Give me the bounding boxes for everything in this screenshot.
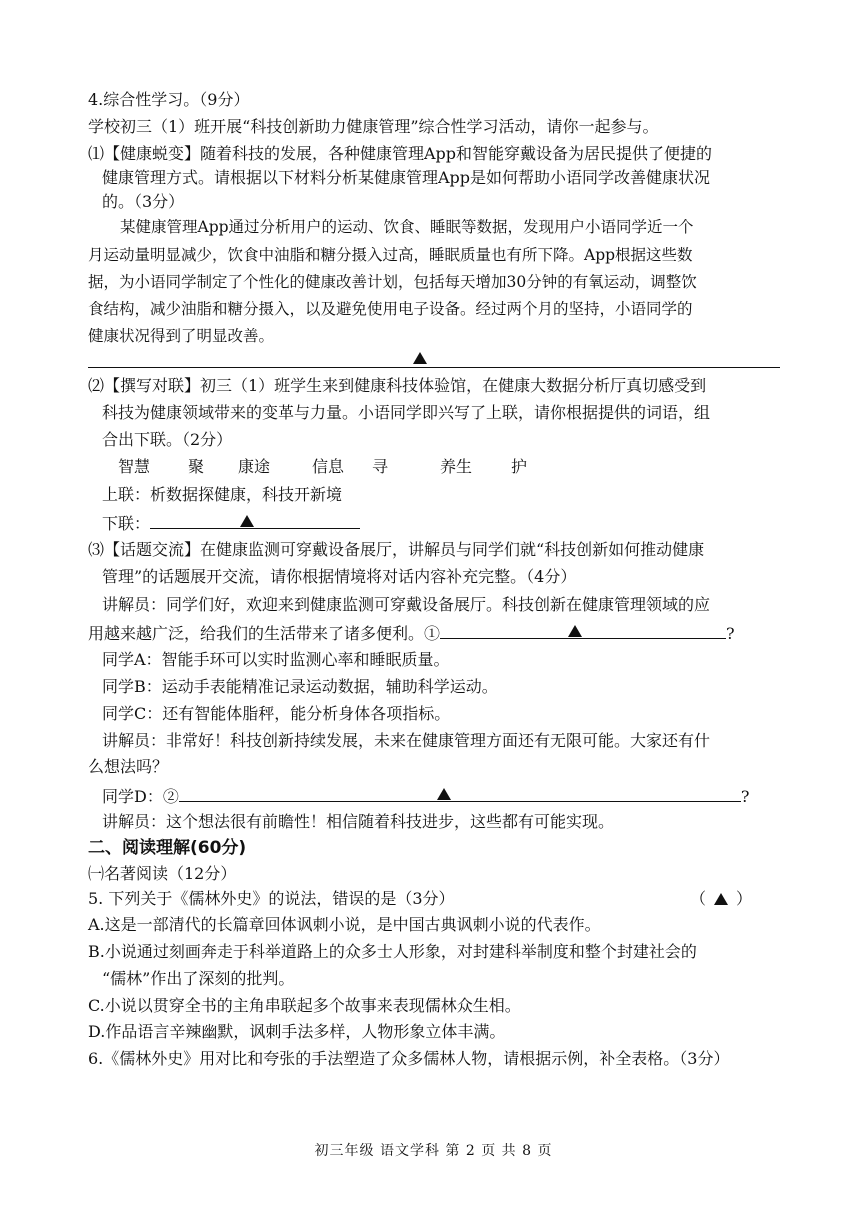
question-mark: ? xyxy=(726,624,735,643)
p2-line3: 合出下联。（2分） xyxy=(102,430,233,449)
q5-option-a: A.这是一部清代的长篇章回体讽刺小说，是中国古典讽刺小说的代表作。 xyxy=(88,915,601,934)
dialogue-guide-4: 么想法吗？ xyxy=(88,757,169,776)
dialogue-guide-5: 讲解员：这个想法很有前瞻性！相信随着科技进步，这些都有可能实现。 xyxy=(102,812,615,831)
p3-line1: ⑶【话题交流】在健康监测可穿戴设备展厅，讲解员与同学们就“科技创新如何推动健康 xyxy=(88,540,705,559)
answer-triangle-icon xyxy=(568,625,582,637)
answer-triangle-icon xyxy=(240,515,254,527)
p1-line3: 的。（3分） xyxy=(102,192,185,211)
p3-line2: 管理”的话题展开交流，请你根据情境将对话内容补充完整。（4分） xyxy=(102,567,577,586)
dialogue-d-label: 同学D：② xyxy=(102,787,179,806)
word-option: 信息 xyxy=(312,457,345,476)
answer-line[interactable] xyxy=(88,367,780,368)
paren-right: ） xyxy=(736,889,753,908)
answer-triangle-icon xyxy=(437,788,451,800)
material-line: 据，为小语同学制定了个性化的健康改善计划，包括每天增加30分钟的有氧运动，调整饮 xyxy=(88,273,697,291)
lower-couplet-label: 下联： xyxy=(102,514,151,533)
dialogue-a: 同学A：智能手环可以实时监测心率和睡眠质量。 xyxy=(102,650,450,669)
p1-line2: 健康管理方式。请根据以下材料分析某健康管理App是如何帮助小语同学改善健康状况 xyxy=(102,168,711,187)
q5-option-d: D.作品语言辛辣幽默，讽刺手法多样，人物形象立体丰满。 xyxy=(88,1022,506,1041)
word-option: 寻 xyxy=(372,457,389,476)
section2-title: 二、阅读理解(60分) xyxy=(88,838,247,858)
p2-line1: ⑵【撰写对联】初三（1）班学生来到健康科技体验馆，在健康大数据分析厅真切感受到 xyxy=(88,376,707,395)
dialogue-b: 同学B：运动手表能精准记录运动数据，辅助科学运动。 xyxy=(102,677,498,696)
q5-stem: 5. 下列关于《儒林外史》的说法，错误的是（3分） xyxy=(88,889,455,908)
dialogue-guide-3: 讲解员：非常好！科技创新持续发展，未来在健康管理方面还有无限可能。大家还有什 xyxy=(102,731,711,750)
dialogue-d xyxy=(102,785,749,807)
blank-2[interactable] xyxy=(179,785,741,802)
q5-option-c: C.小说以贯穿全书的主角串联起多个故事来表现儒林众生相。 xyxy=(88,996,521,1015)
p1-line1: ⑴【健康蜕变】随着科技的发展，各种健康管理App和智能穿戴设备为居民提供了便捷的 xyxy=(88,144,713,163)
word-option: 护 xyxy=(511,457,528,476)
lower-couplet xyxy=(102,512,360,534)
section2-sub: ㈠名著阅读（12分） xyxy=(88,864,237,883)
word-option: 康途 xyxy=(238,457,271,476)
q4-intro: 学校初三（1）班开展“科技创新助力健康管理”综合性学习活动，请你一起参与。 xyxy=(88,117,659,136)
q5-option-b-cont: “儒林”作出了深刻的批判。 xyxy=(102,969,295,988)
question-mark: ? xyxy=(740,787,750,806)
dialogue-c: 同学C：还有智能体脂秤，能分析身体各项指标。 xyxy=(102,704,451,723)
dialogue-guide-2 xyxy=(88,622,735,644)
word-option: 聚 xyxy=(188,457,205,476)
material-line: 食结构，减少油脂和糖分摄入，以及避免使用电子设备。经过两个月的坚持，小语同学的 xyxy=(88,300,693,318)
q5-answer-bracket[interactable] xyxy=(690,889,752,909)
material-line: 健康状况得到了明显改善。 xyxy=(88,327,275,345)
q6-stem: 6.《儒林外史》用对比和夸张的手法塑造了众多儒林人物，请根据示例，补全表格。（3分） xyxy=(88,1049,730,1068)
material-line: 月运动量明显减少，饮食中油脂和糖分摄入过高，睡眠质量也有所下降。App根据这些数 xyxy=(88,246,693,264)
material-line: 某健康管理App通过分析用户的运动、饮食、睡眠等数据，发现用户小语同学近一个 xyxy=(120,218,694,236)
word-option: 智慧 xyxy=(118,457,151,476)
answer-triangle-icon xyxy=(413,352,427,364)
blank-1[interactable] xyxy=(440,622,726,639)
word-option: 养生 xyxy=(440,457,473,476)
lower-couplet-blank[interactable] xyxy=(150,512,360,529)
answer-triangle-icon xyxy=(714,893,728,905)
dialogue-guide-1: 讲解员：同学们好，欢迎来到健康监测可穿戴设备展厅。科技创新在健康管理领域的应 xyxy=(102,595,711,614)
upper-couplet: 上联：析数据探健康，科技开新境 xyxy=(102,485,343,504)
p2-line2: 科技为健康领域带来的变革与力量。小语同学即兴写了上联，请你根据提供的词语，组 xyxy=(102,403,711,422)
paren-left: （ xyxy=(690,889,707,908)
q4-title: 4.综合性学习。（9分） xyxy=(88,90,250,109)
q5-option-b: B.小说通过刻画奔走于科举道路上的众多士人形象，对封建科举制度和整个封建社会的 xyxy=(88,942,697,961)
page-footer: 初三年级 语文学科 第 2 页 共 8 页 xyxy=(314,1143,553,1159)
dialogue-guide-2-text: 用越来越广泛，给我们的生活带来了诸多便利。① xyxy=(88,624,441,643)
